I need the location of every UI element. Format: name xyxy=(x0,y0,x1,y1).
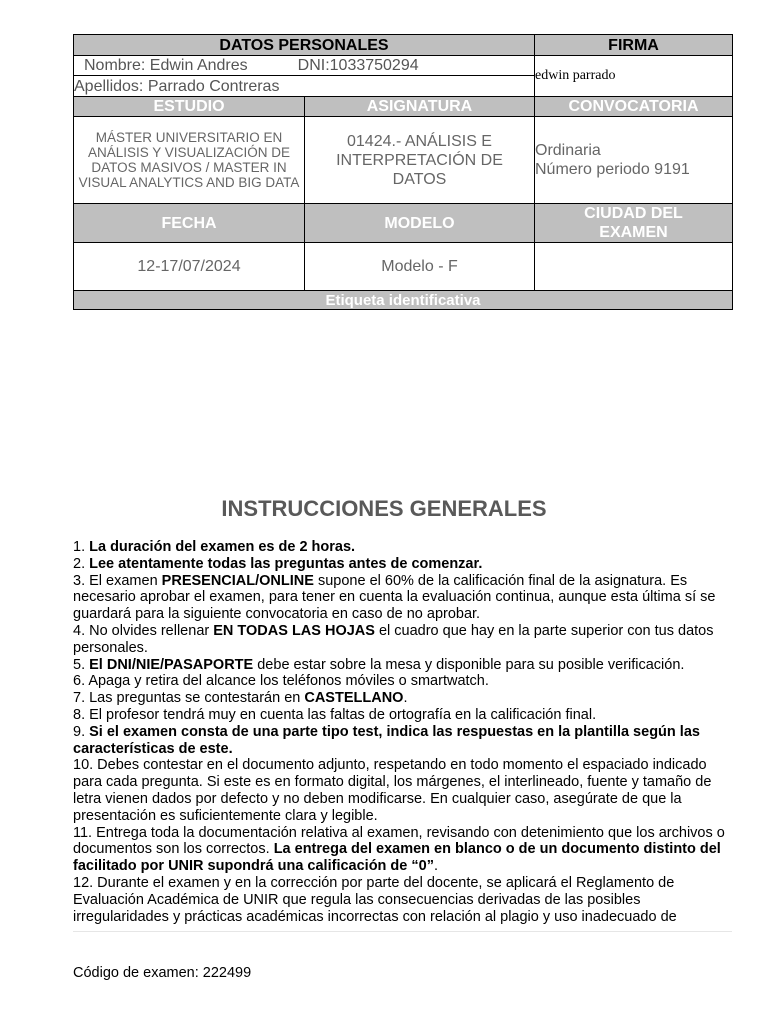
instruction-item xyxy=(73,623,733,657)
signature-value[interactable]: edwin parrado xyxy=(535,56,733,97)
instruction-text: . xyxy=(433,858,438,875)
model-heading: MODELO xyxy=(305,204,535,243)
instruction-item xyxy=(73,875,733,925)
name-cell[interactable] xyxy=(74,56,535,76)
instruction-item xyxy=(73,724,733,758)
session-line: Número periodo 9191 xyxy=(535,161,690,178)
instruction-item xyxy=(73,707,733,724)
instruction-text: 9. xyxy=(73,723,90,740)
instruction-bold-text: Lee atentamente todas las preguntas antes de comenzar. xyxy=(89,555,483,572)
instruction-text: debe estar sobre la mesa y disponible para su posible verificación. xyxy=(253,656,685,673)
session-heading: CONVOCATORIA xyxy=(535,97,733,117)
signature-heading: FIRMA xyxy=(535,35,733,56)
instruction-text: el cuadro que hay en la parte superior con tus datos personales. xyxy=(73,622,714,656)
instruction-bold-text: La duración del examen es de 2 horas. xyxy=(89,539,356,555)
id-label-heading: Etiqueta identificativa xyxy=(74,291,733,310)
instruction-item xyxy=(73,539,733,556)
subject-line: DATOS xyxy=(392,170,447,188)
city-value[interactable] xyxy=(535,243,733,291)
instruction-bold-text: Si el examen consta de una parte tipo test, indica las respuestas en la plantilla según las características de este. xyxy=(73,723,700,757)
instruction-text: 1. xyxy=(73,539,90,555)
dni-field: DNI:1033750294 xyxy=(297,57,419,74)
instruction-bold-text: La entrega del examen en blanco o de un documento distinto del facilitado por UNIR supondrá una calificación de “0” xyxy=(73,841,721,875)
instructions-title: INSTRUCCIONES GENERALES xyxy=(221,496,547,521)
subject-value xyxy=(305,117,535,204)
instruction-text: 7. Las preguntas se contestarán en xyxy=(73,690,305,707)
exam-code: Código de examen: 222499 xyxy=(73,965,252,981)
model-value: Modelo - F xyxy=(305,243,535,291)
instruction-text: 4. No olvides rellenar xyxy=(73,622,214,639)
study-value xyxy=(74,117,305,204)
instruction-bold-text: EN TODAS LAS HOJAS xyxy=(213,622,375,639)
instruction-text: 10. Debes contestar en el documento adjunto, respetando en todo momento el espaciado indicado para cada pregunta. Si este es en formato digital, los márgenes, el interlineado, fuente y tamaño de letra vienen dados por defecto y no deben modificarse. En cualquier caso, asegúrate de que la presentación es suficientemente clara y legible. xyxy=(73,757,712,824)
instruction-item xyxy=(73,690,733,707)
instruction-text: . xyxy=(403,690,408,707)
session-value xyxy=(535,117,733,204)
instruction-text: 11. Entrega toda la documentación relativa al examen, revisando con detenimiento que los archivos o documentos son los correctos. xyxy=(73,824,725,858)
instruction-item xyxy=(73,825,733,875)
subject-line: 01424.- ANÁLISIS E xyxy=(347,132,492,150)
name-field: Nombre: Edwin Andres xyxy=(84,57,248,74)
instruction-text: supone el 60% de la calificación final de la asignatura. Es necesario aprobar el examen, para tener en cuenta la evaluación continua, aunque esta última sí se guardará para la siguiente convocatoria en caso de no aprobar. xyxy=(73,572,716,623)
personal-data-heading: DATOS PERSONALES xyxy=(74,35,535,56)
instructions-list xyxy=(73,539,733,925)
instruction-text: 12. Durante el examen y en la corrección por parte del docente, se aplicará el Reglamento de Evaluación Académica de UNIR que regula las consecuencias derivadas de las posibles irregularidades y prácticas académicas incorrectas con relación al plagio y uso inadecuado de xyxy=(73,874,677,925)
instruction-item xyxy=(73,657,733,674)
city-heading-line: CIUDAD DEL xyxy=(584,205,683,222)
instruction-text: 6. Apaga y retira del alcance los teléfonos móviles o smartwatch. xyxy=(73,673,489,690)
date-value: 12-17/07/2024 xyxy=(74,243,305,291)
instruction-bold-text: CASTELLANO xyxy=(304,690,404,707)
instruction-bold-text: PRESENCIAL/ONLINE xyxy=(161,572,314,589)
city-heading-line: EXAMEN xyxy=(599,224,668,241)
divider xyxy=(73,931,732,932)
city-heading xyxy=(535,204,733,243)
instruction-item xyxy=(73,556,733,573)
study-heading: ESTUDIO xyxy=(74,97,305,117)
instruction-bold-text: El DNI/NIE/PASAPORTE xyxy=(89,656,254,673)
subject-line: INTERPRETACIÓN DE xyxy=(336,151,503,169)
study-line: MÁSTER UNIVERSITARIO EN xyxy=(95,130,283,145)
instruction-text: 2. xyxy=(73,555,90,572)
instruction-item xyxy=(73,673,733,690)
surname-field[interactable]: Apellidos: Parrado Contreras xyxy=(74,76,535,97)
study-line: VISUAL ANALYTICS AND BIG DATA xyxy=(78,175,300,190)
study-line: ANÁLISIS Y VISUALIZACIÓN DE xyxy=(87,145,291,160)
instruction-text: 3. El examen xyxy=(73,572,162,589)
instruction-text: 8. El profesor tendrá muy en cuenta las faltas de ortografía en la calificación final. xyxy=(73,706,597,723)
study-line: DATOS MASIVOS / MASTER IN xyxy=(91,160,287,175)
subject-heading: ASIGNATURA xyxy=(305,97,535,117)
instruction-text: 5. xyxy=(73,656,90,673)
personal-data-table xyxy=(73,34,733,310)
instruction-item xyxy=(73,757,733,824)
instruction-item xyxy=(73,573,733,623)
session-line: Ordinaria xyxy=(535,142,601,159)
date-heading: FECHA xyxy=(74,204,305,243)
